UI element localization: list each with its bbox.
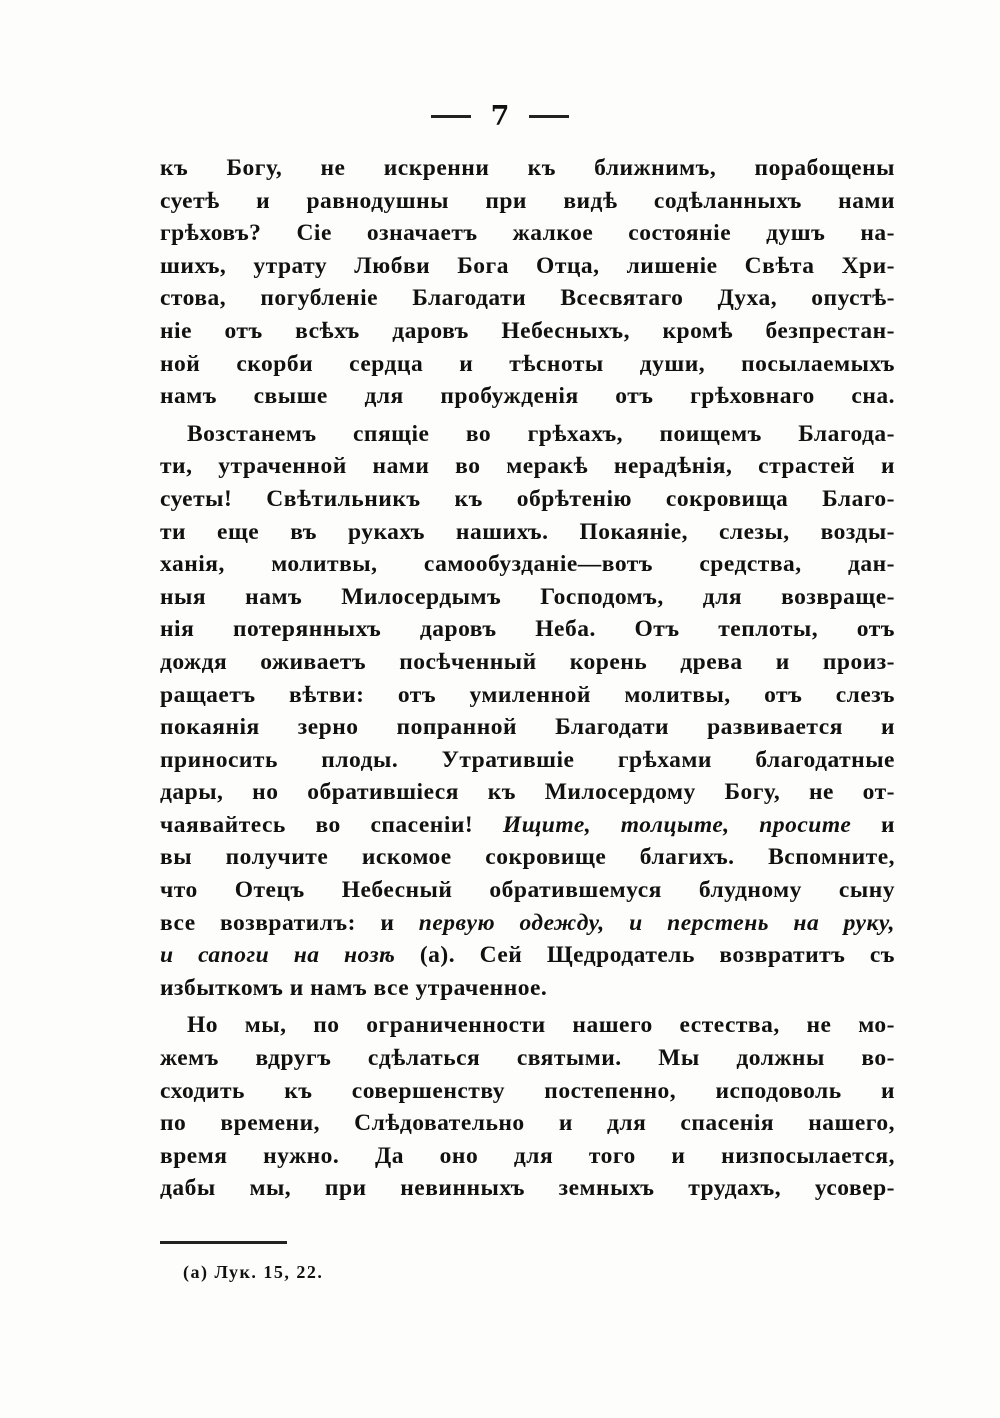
text-line: ныя намъ Милосердымъ Господомъ, для возвраще-	[160, 583, 895, 610]
footnote-rule	[160, 1241, 287, 1244]
text-line: вы получите искомое сокровище благихъ. Вспомните,	[160, 844, 895, 871]
text-line: приносить плоды. Утратившіе грѣхами благодатные	[160, 746, 895, 773]
page-header	[0, 100, 1000, 132]
text-line: жемъ вдругъ сдѣлаться святыми. Мы должны во-	[160, 1045, 895, 1072]
text-line: къ Богу, не искренни къ ближнимъ, порабощены	[160, 155, 895, 181]
italic-quote: Ищите, толцыте, просите	[502, 811, 852, 838]
italic-quote: первую одежду, и перстень на руку,	[418, 909, 895, 936]
text-line: ніе отъ всѣхъ даровъ Небесныхъ, кромѣ безпрестан-	[160, 317, 895, 344]
header-dash-right	[529, 115, 569, 118]
text-line-mixed	[160, 809, 895, 842]
text-line: нія потерянныхъ даровъ Неба. Отъ теплоты, отъ	[160, 616, 895, 643]
text-line: покаянія зерно попранной Благодати развивается и	[160, 714, 895, 741]
text-line: ти еще въ рукахъ нашихъ. Покаяніе, слезы, возды-	[160, 518, 895, 545]
text-line: ханія, молитвы, самообузданіе—вотъ средства, дан-	[160, 551, 895, 578]
text-line: дабы мы, при невинныхъ земныхъ трудахъ, усовер-	[160, 1175, 895, 1202]
text-line: Возстанемъ спящіе во грѣхахъ, поищемъ Благода-	[187, 420, 895, 447]
header-dash-left	[431, 115, 471, 118]
text-segment: чаявайтесь во спасеніи!	[160, 811, 474, 838]
text-line: сходить къ совершенству постепенно, исподоволь и	[160, 1077, 895, 1104]
text-segment: все возвратилъ: и	[160, 909, 395, 936]
text-line: что Отецъ Небесный обратившемуся блудному сыну	[160, 877, 895, 904]
text-line: избыткомъ и намъ все утраченное.	[160, 974, 548, 1001]
text-line: ращаетъ вѣтви: отъ умиленной молитвы, отъ слезъ	[160, 681, 895, 708]
text-line-mixed	[160, 939, 895, 972]
page-number: 7	[490, 101, 510, 132]
footnote: (а) Лук. 15, 22.	[183, 1262, 324, 1282]
text-line: суетѣ и равнодушны при видѣ содѣланныхъ нами	[160, 187, 895, 214]
text-line: время нужно. Да оно для того и низпосылается,	[160, 1142, 895, 1169]
text-line: грѣховъ? Сіе означаетъ жалкое состояніе душъ на-	[160, 220, 895, 247]
text-line: ной скорби сердца и тѣсноты души, посылаемыхъ	[160, 350, 895, 377]
text-line: по времени, Слѣдовательно и для спасенія нашего,	[160, 1110, 895, 1137]
text-line: шихъ, утрату Любви Бога Отца, лишеніе Свѣта Хри-	[160, 252, 895, 279]
body-text	[160, 152, 895, 1205]
text-line: намъ свыше для пробужденія отъ грѣховнаго сна.	[160, 383, 895, 410]
text-line: дождя оживаетъ посѣченный корень древа и произ-	[160, 648, 895, 675]
italic-quote: и сапоги на нозѣ	[160, 942, 396, 969]
text-line: Но мы, по ограниченности нашего естества, не мо-	[187, 1012, 895, 1039]
text-line-mixed	[160, 907, 895, 940]
text-line: дары, но обратившіеся къ Милосердому Богу, не от-	[160, 779, 895, 806]
text-segment: и	[880, 811, 895, 838]
text-line: стова, погубленіе Благодати Всесвятаго Духа, опустѣ-	[160, 285, 895, 312]
text-line: суеты! Свѣтильникъ къ обрѣтенію сокровища Благо-	[160, 485, 895, 512]
text-line: ти, утраченной нами во меракѣ нерадѣнія, страстей и	[160, 453, 895, 480]
text-segment: (а). Сей Щедродатель возвратитъ съ	[419, 942, 895, 969]
